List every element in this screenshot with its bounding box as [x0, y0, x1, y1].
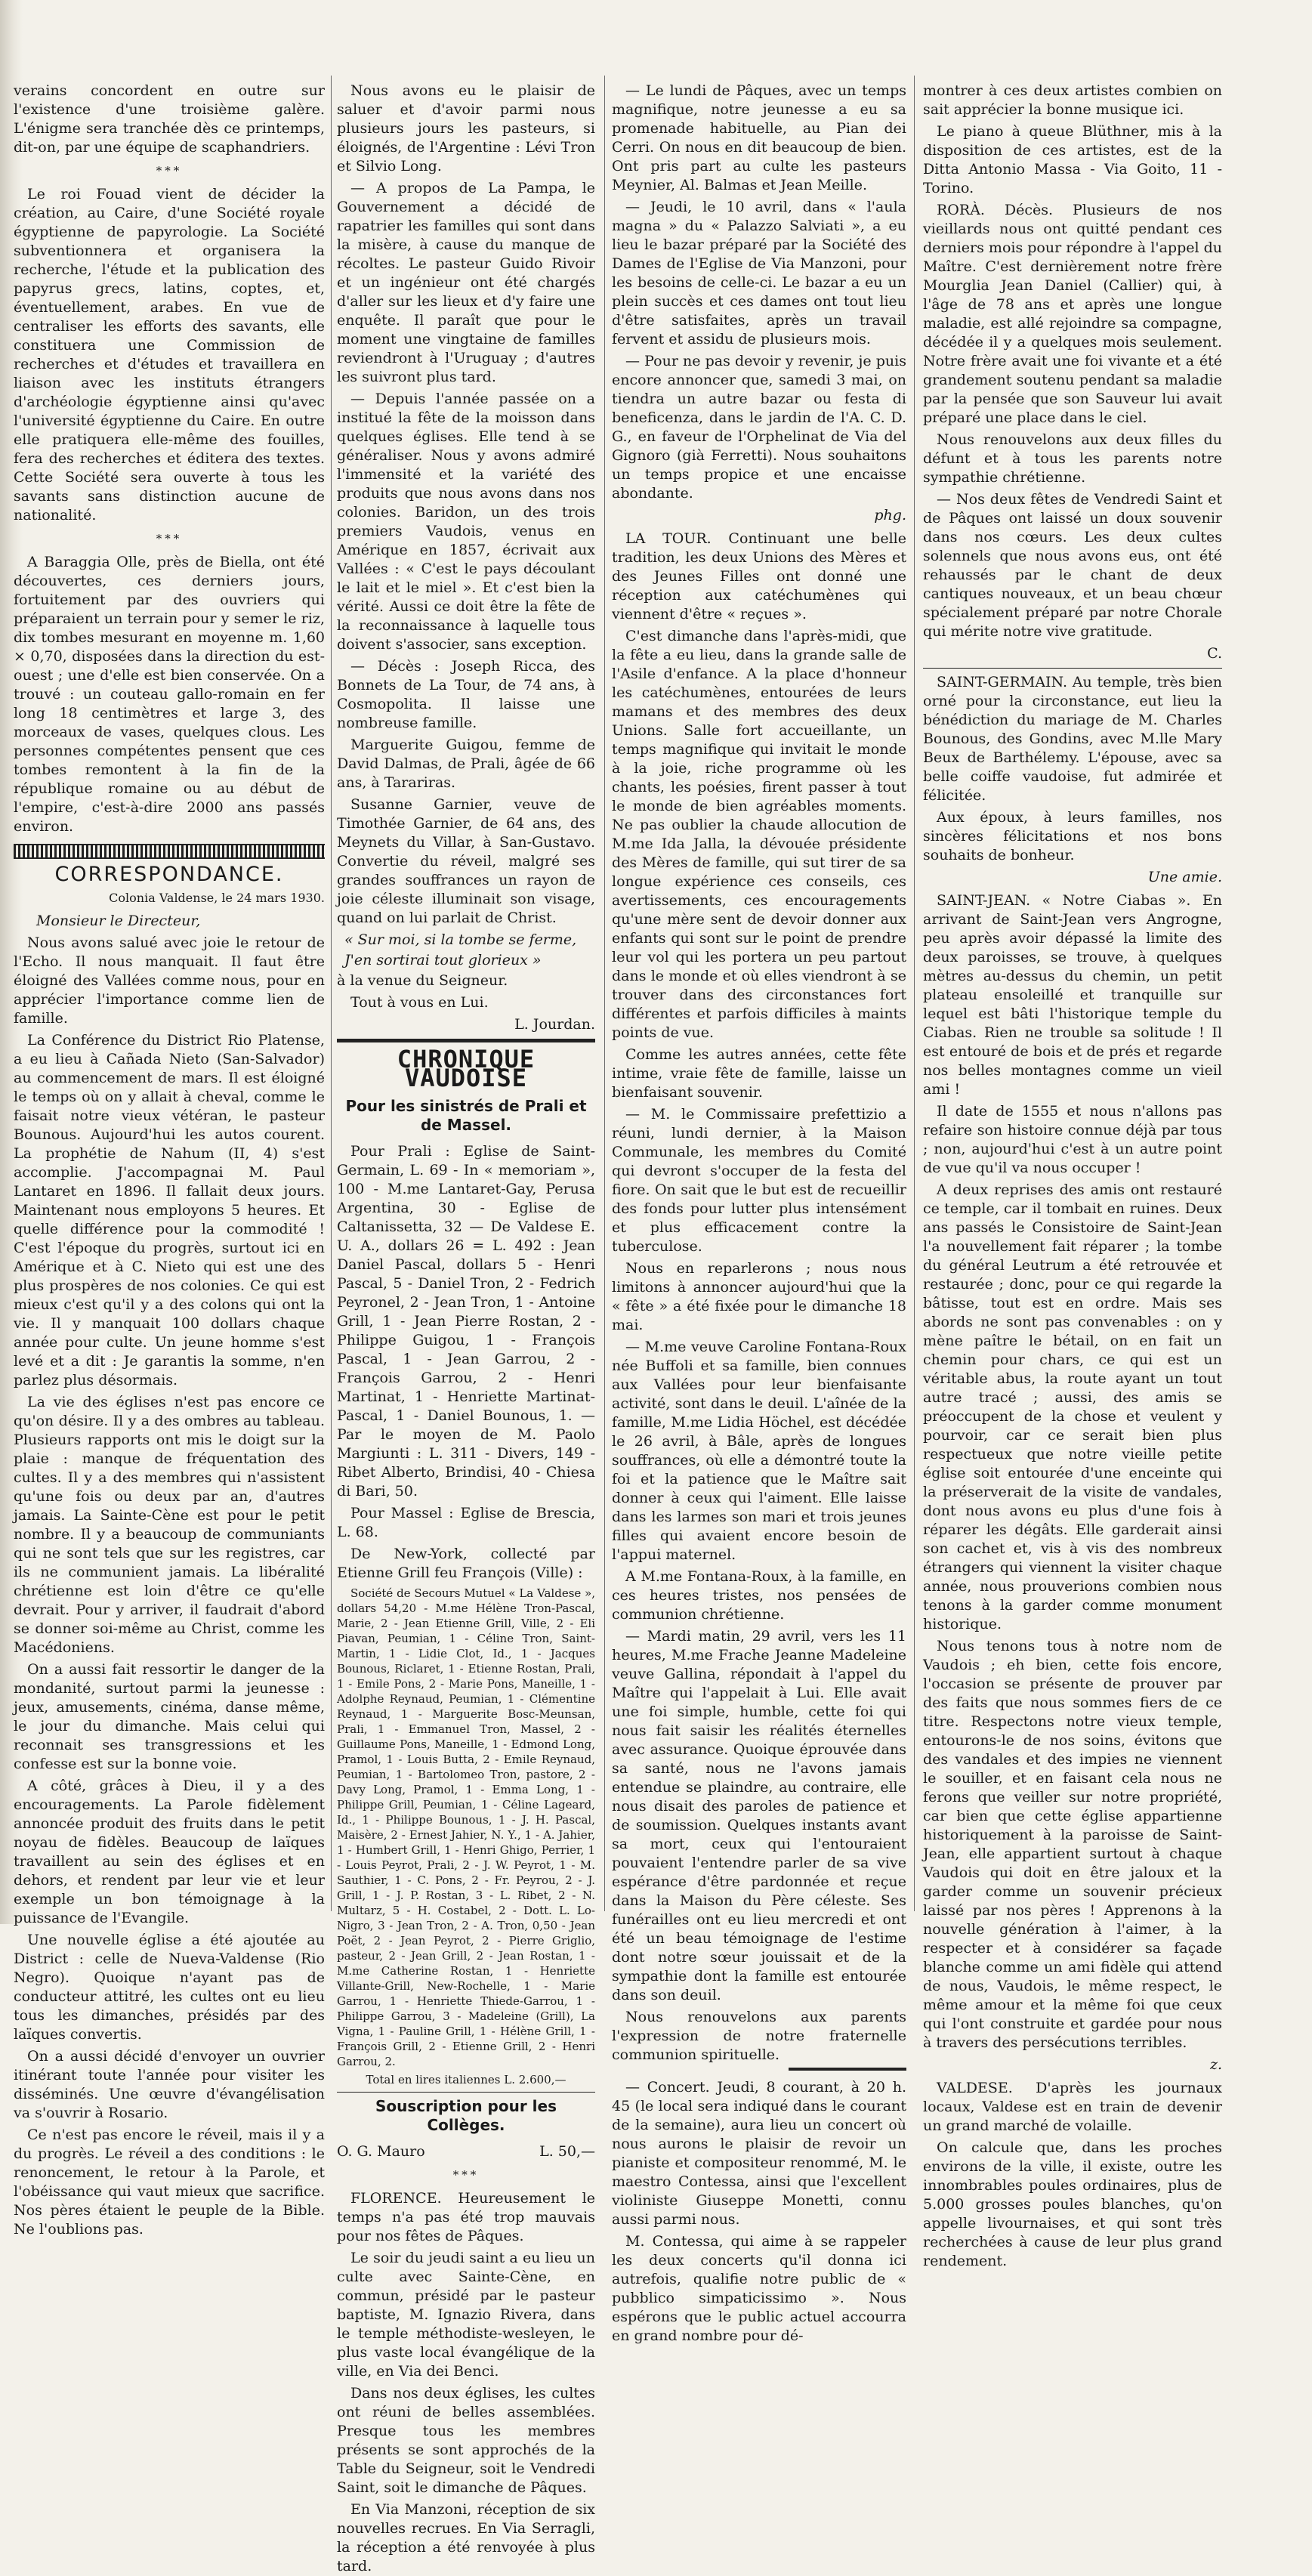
saint-jean-paragraph: SAINT-JEAN. « Notre Ciabas ». En arrivant de Saint-Jean vers Angrogne, peu après avoir dépassé la limite des deux paroisses, se trouve, à quelques mètres au-dessus du chemin, un petit plateau ensoleillé et tranquille sur lequel est bâti l'historique temple du Ciabas. Rien ne trouble sa solitude ! Il est entouré de bois et de prés et regarde nos belles montagnes comme un vieil ami !: [923, 892, 1222, 1098]
latour-paragraph: — Mardi matin, 29 avril, vers les 11 heures, M.me Frache Jeanne Madeleine veuve Gallina, répondait à l'appel du Maître qui l'appelait à Lui. Elle avait une foi simple, humble, cette foi qui nous fait saisir les réalités éternelles avec assurance. Quoique éprouvée dans sa santé, nous ne l'avons jamais entendue se plaindre, au contraire, elle nous disait des paroles de patience et de soumission. Quelques instants avant sa mort, ceux qui l'entouraient pouvaient l'entendre parler de sa vive espérance d'être pardonnée et reçue dans la Maison du Père céleste. Ses funérailles ont eu lieu mercredi et ont été un beau témoignage de l'estime dont notre sœur jouissait et de la sympathie dont la famille est entourée dans son deuil.: [612, 1628, 906, 2003]
separator-stars: ***: [452, 2168, 480, 2182]
massel-donations: Pour Massel : Eglise de Brescia, L. 68.: [337, 1505, 595, 1540]
correspondance-signature: L. Jourdan.: [514, 1016, 595, 1033]
saint-germain-paragraph: SAINT-GERMAIN. Au temple, très bien orné pour la circonstance, eut lieu la bénédiction du mariage de M. Charles Bounous, des Gondins, avec M.lle Mary Beux de Barthélemy. L'épouse, avec sa belle coiffe vaudoise, fut admirée et félicitée.: [923, 674, 1222, 804]
chronique-heading: CHRONIQUE VAUDOISE: [397, 1045, 536, 1092]
column-4: [923, 82, 1222, 2269]
decorative-border: [14, 844, 325, 859]
correspondance-paragraph: Ce n'est pas encore le réveil, mais il y a du progrès. Le réveil a des conditions : le renoncement, le retour à la Parole, et l'obéissance qui vaut mieux que sacrifice. Nos pères étaient le peuple de la Bible. Ne l'oublions pas.: [14, 2127, 325, 2238]
souscription-row: [337, 2142, 595, 2161]
donations-total: Total en lires italiennes L. 2.600,—: [366, 2073, 566, 2086]
latour-paragraph: A M.me Fontana-Roux, à la famille, en ces heures tristes, nos pensées de communion chrétienne.: [612, 1568, 906, 1623]
concert-paragraph: M. Contessa, qui aime à se rappeler les deux concerts qu'il donna ici autrefois, qualifie notre public de « pubblico simpaticissimo ». Nous espérons que le public actuel accourra en grand nombre pour dé-: [612, 2233, 906, 2344]
correspondance-paragraph: — Depuis l'année passée on a institué la fête de la moisson dans quelques églises. Elle tend à se généraliser. Nous y avons admiré l'immensité et la variété des produits que nous avons dans nos colonies. Baridon, un des trois premiers Vaudois, venus en Amérique en 1857, écrivait aux Vallées : « C'est le pays découlant le lait et le miel ». Et c'est bien la vérité. Aussi ce doit être la fête de la reconnaissance à laquelle tous doivent s'associer, sans exception.: [337, 391, 595, 653]
correspondance-salutation: Monsieur le Directeur,: [36, 913, 201, 929]
article-baraggia: A Baraggia Olle, près de Biella, ont été découvertes, ces derniers jours, fortuitement par des ouvriers qui préparaient un terrain pour y semer le riz, dix tombes mesurant en moyenne m. 1,60 × 0,70, disposées dans la direction du est-ouest ; une d'elle est bien conservée. On a trouvé : un couteau gallo-romain en fer long 18 centimètres et large 3, des morceaux de vases, quelques clous. Les personnes compétentes pensent que ces tombes remontent à la fin de la république romaine ou au début de l'empire, c'est-à-dire 2000 ans passés environ.: [14, 554, 325, 835]
latour-paragraph: — M. le Commissaire prefettizio a réuni, lundi dernier, à la Maison Communale, les membres du Comité qui devront s'occuper de la festa del fiore. On sait que le but est de recueillir des fonds pour lutter plus intensément et plus efficacement contre la tuberculose.: [612, 1106, 906, 1255]
column-1: [14, 82, 325, 2238]
section-rule: [789, 2068, 906, 2071]
deces-paragraph: — Décès : Joseph Ricca, des Bonnets de La Tour, de 74 ans, à Cosmopolita. Il laisse une nombreuse famille.: [337, 658, 595, 731]
column-rule: [914, 76, 915, 1911]
rora-paragraph: Nous renouvelons aux deux filles du défunt et à tous les parents notre sympathie chrétienne.: [923, 431, 1222, 486]
souscription-heading: Souscription pour les Collèges.: [375, 2097, 557, 2134]
latour-paragraph: Nous renouvelons aux parents l'expression de notre fraternelle communion spirituelle.: [612, 2009, 906, 2063]
deces-paragraph: Susanne Garnier, veuve de Timothée Garnier, de 64 ans, des Meynets du Villar, à San-Gustavo. Convertie du réveil, malgré ses grandes souffrances un rayon de joie céleste illuminait son visage, quand on lui parlait de Christ.: [337, 796, 595, 926]
sinistres-heading: Pour les sinistrés de Prali et de Massel.: [345, 1097, 587, 1134]
concert-paragraph: — Concert. Jeudi, 8 courant, à 20 h. 45 (le local sera indiqué dans le courant de la semaine), aura lieu un concert où nous aurons le plaisir de revoir un pianiste et compositeur renommé, M. le maestro Contessa, ainsi que l'excellent violiniste Giuseppe Monetti, connu aussi parmi nous.: [612, 2079, 906, 2228]
section-rule: [337, 1039, 595, 1042]
saint-germain-signature: Une amie.: [1147, 869, 1222, 885]
rora-signature: C.: [1207, 645, 1222, 662]
concert-paragraph: montrer à ces deux artistes combien on sait apprécier la bonne musique ici.: [923, 82, 1222, 118]
correspondance-closing: Tout à vous en Lui.: [350, 994, 489, 1011]
latour-paragraph: C'est dimanche dans l'après-midi, que la fête a eu lieu, dans la grande salle de l'Asile d'enfance. A la place d'honneur les catéchumènes, entourées de leurs mamans et des membres des deux Unions. Salle fort accueillante, un temps magnifique qui invitait le monde à la joie, riche programme où les chants, les poésies, firent passer à tout le monde de bien agréables moments. Ne pas oublier la chaude allocution de M.me Ida Jalla, la dévouée présidente des Mères de famille, qui sut tirer de sa longue expérience ces conseils, ces avertissements, ces encouragements qu'une mère sent de devoir donner aux enfants qui sont sur le point de prendre leur vol qui les portera un peu partout dans le monde et où elles viendront à se trouver dans des circonstances fort différentes et parfois difficiles à maints points de vue.: [612, 628, 906, 1041]
saint-jean-signature: z.: [1209, 2056, 1222, 2073]
column-3: [612, 82, 906, 2344]
florence-paragraph: Dans nos deux églises, les cultes ont réuni de belles assemblées. Presque tous les membres présents se sont approchés de la Table du Seigneur, soit le Vendredi Saint, soit le dimanche de Pâques.: [337, 2385, 595, 2496]
prali-donations: Pour Prali : Eglise de Saint-Germain, L. 69 - In « memoriam », 100 - M.me Lantaret-Gay, Perusa Argentina, 30 - Eglise de Caltanissetta, 32 — De Valdese E. U. A., dollars 26 = L. 492 : Jean Daniel Pascal, dollars 5 - Henri Pascal, 5 - Daniel Tron, 2 - Fedrich Peyronel, 2 - Jean Tron, 1 - Antoine Grill, 1 - Jean Pierre Rostan, 2 - Philippe Guigou, 1 - François Pascal, 1 - Jean Garrou, 2 - François Garrou, 2 - Henri Martinat, 1 - Henriette Martinat-Pascal, 1 - Daniel Bounous, 1. — Par le moyen de M. Paolo Margiunti : L. 311 - Divers, 149 - Ribet Alberto, Brindisi, 40 - Chiesa di Bari, 50.: [337, 1143, 595, 1500]
latour-paragraph: Nous en reparlerons ; nous nous limitons à annoncer aujourd'hui que la « fête » a été fixée pour le dimanche 18 mai.: [612, 1260, 906, 1333]
article-galere-end: verains concordent en outre sur l'existence d'une troisième galère. L'énigme sera tranchée dès ce printemps, dit-on, par une équipe de scaphandriers.: [14, 82, 325, 156]
separator-stars: ***: [156, 164, 183, 178]
latour-paragraph: — M.me veuve Caroline Fontana-Roux née Buffoli et sa famille, bien connues aux Vallées pour leur bienfaisante activité, sont dans le deuil. L'aînée de la famille, M.me Lidia Höchel, est décédée le 26 avril, à Bâle, après de longues souffrances, où elle a démontré toute la foi et la patience que le Maître sait donner à ceux qui l'aiment. Elle laisse dans les larmes son mari et trois jeunes filles qui avaient encore besoin de l'appui maternel.: [612, 1339, 906, 1563]
newyork-donations-list: Société de Secours Mutuel « La Valdese », dollars 54,20 - M.me Hélène Tron-Pascal, Marie, 2 - Jean Etienne Grill, Ville, 2 - Eli Piavan, Peumian, 1 - Céline Tron, Saint-Martin, 1 - Lidie Clot, Id., 1 - Jacques Bounous, Riclaret, 1 - Etienne Rostan, Prali, 1 - Emile Pons, 2 - Marie Pons, Maneille, 1 - Adolphe Reynaud, Peumian, 1 - Clémentine Reynaud, 1 - Marguerite Bosc-Meunsan, Prali, 1 - Emmanuel Tron, Massel, 2 - Guillaume Pons, Maneille, 1 - Edmond Long, Pramol, 1 - Louis Butta, 2 - Emile Reynaud, Peumian, 1 - Bartolomeo Tron, pastore, 2 - Davy Long, Pramol, 1 - Emma Long, 1 - Philippe Grill, Peumian, 1 - Céline Lageard, Id., 1 - Philippe Bounous, 1 - J. H. Pascal, Maisère, 2 - Ernest Jahier, N. Y., 1 - A. Jahier, 1 - Humbert Grill, 1 - Henri Ghigo, Perrier, 1 - Louis Peyrot, Prali, 2 - J. W. Peyrot, 1 - M. Sauthier, 1 - C. Pons, 2 - Fr. Peyrou, 2 - J. Grill, 1 - J. P. Rostan, 3 - L. Ribet, 2 - N. Multarz, 5 - H. Costabel, 2 - Dott. L. Lo-Nigro, 3 - Jean Tron, 2 - A. Tron, 0,50 - Jean Poët, 2 - Jean Peyrot, 2 - Pierre Griglio, pasteur, 2 - Jean Grill, 2 - Jean Rostan, 1 - M.me Catherine Rostan, 1 - Henriette Villante-Grill, New-Rochelle, 1 - Marie Garrou, 1 - Henriette Thiede-Garrou, 1 - Philippe Garrou, 3 - Madeleine (Grill), La Vigna, 1 - Pauline Grill, 1 - Hélène Grill, 1 - François Grill, 2 - Etienne Grill, 2 - Henri Garrou, 2.: [337, 1586, 595, 2068]
florence-paragraph: En Via Manzoni, réception de six nouvelles recrues. En Via Serragli, la réception a été renvoyée à plus tard.: [337, 2501, 595, 2574]
column-rule: [331, 76, 332, 1911]
saint-jean-paragraph: Il date de 1555 et nous n'allons pas refaire son histoire connue déjà par tous ; non, aujourd'hui c'est à un autre point de vue qu'il va nous occuper !: [923, 1103, 1222, 1176]
saint-germain-paragraph: Aux époux, à leurs familles, nos sincères félicitations et nos bons souhaits de bonheur.: [923, 809, 1222, 863]
florence-paragraph: — Jeudi, le 10 avril, dans « l'aula magna » du « Palazzo Salviati », a eu lieu le bazar préparé par la Société des Dames de l'Eglise de Via Manzoni, pour les besoins de celle-ci. Le bazar a eu un plein succès et ces dames ont tout lieu d'être satisfaites, après un travail fervent et assidu de plusieurs mois.: [612, 199, 906, 347]
saint-jean-paragraph: Nous tenons tous à notre nom de Vaudois ; eh bien, cette fois encore, l'occasion se présente de prouver par des faits que nous sommes fiers de ce titre. Respectons notre vieux temple, entourons-le de nos soins, évitons que des vandales et des impies ne viennent le souiller, et en faisant cela nous ne ferons que veiller sur notre propriété, car bien que cette église appartienne historiquement à la paroisse de Saint-Jean, elle appartient surtout à chaque Vaudois qui doit en être jaloux et la garder comme un souvenir précieux laissé par nos pères ! Apprenons à la nouvelle génération à l'aimer, à la respecter et à considérer sa façade blanche comme un ami fidèle qui attend de nous, Vaudois, le même respect, le même amour et la même foi que ceux qui l'ont construite et gardée pour nous à travers des persécutions terribles.: [923, 1638, 1222, 2051]
column-2: [337, 82, 595, 2574]
souscription-name: O. G. Mauro: [337, 2143, 425, 2160]
correspondance-dateline: Colonia Valdense, le 24 mars 1930.: [109, 891, 325, 905]
valdese-paragraph: VALDESE. D'après les journaux locaux, Valdese est en train de devenir un grand marché de volaille.: [923, 2080, 1222, 2134]
poem-line: J'en sortirai tout glorieux »: [344, 952, 542, 968]
section-rule: [923, 668, 1222, 669]
rora-paragraph: RORÀ. Décès. Plusieurs de nos vieillards nous ont quitté pendant ces derniers mois pour répondre à l'appel du Maître. C'est dernièrement notre frère Mourglia Jean Daniel (Callier) qui, à l'âge de 78 ans et après une longue maladie, est allé rejoindre sa compagne, décédée il y a quelques mois seulement. Notre frère avait une foi vivante et a été grandement soutenu pendant sa maladie par la pensée que son Sauveur lui avait préparé une place dans le ciel.: [923, 202, 1222, 426]
latour-paragraph: LA TOUR. Continuant une belle tradition, les deux Unions des Mères et des Jeunes Filles ont donné une réception aux catéchumènes qui viennent d'être « reçues ».: [612, 530, 906, 622]
correspondance-paragraph: Nous avons eu le plaisir de saluer et d'avoir parmi nous plusieurs jours les pasteurs, si éloignés, de l'Argentine : Lévi Tron et Silvio Long.: [337, 82, 595, 175]
correspondance-paragraph: On a aussi décidé d'envoyer un ouvrier itinérant toute l'année pour visiter les disséminés. Une œuvre d'évangélisation va s'ouvrir à Rosario.: [14, 2048, 325, 2121]
article-papyrologie: Le roi Fouad vient de décider la création, au Caire, d'une Société royale égyptienne de papyrologie. La Société subventionnera et organisera la recherche, l'étude et la publication des papyrus grecs, latins, coptes, et, éventuellement, arabes. En vue de centraliser les efforts des savants, elle constituera une Commission de recherches et d'études et travaillera en liaison avec les instituts étrangers d'archéologie égyptienne ainsi qu'avec l'université égyptienne du Caire. En outre elle pratiquera elle-même des fouilles, fera des recherches et éditera des textes. Cette Société sera ouverte à tous les savants sans distinction aucune de nationalité.: [14, 186, 325, 524]
valdese-paragraph: On calcule que, dans les proches environs de la ville, il existe, outre les innombrables poules ordinaires, plus de 5.000 grosses poules blanches, qu'on appelle livournaises, et qui sont très recherchées à cause de leur plus grand rendement.: [923, 2139, 1222, 2269]
correspondance-paragraph: à la venue du Seigneur.: [337, 972, 508, 989]
poem-line: « Sur moi, si la tombe se ferme,: [344, 931, 577, 948]
newyork-donations-intro: De New-York, collecté par Etienne Grill feu François (Ville) :: [337, 1546, 595, 1581]
florence-signature: phg.: [874, 507, 906, 524]
column-rule: [604, 76, 605, 1911]
souscription-amount: L. 50,—: [539, 2143, 595, 2160]
correspondance-paragraph: — A propos de La Pampa, le Gouvernement a décidé de rapatrier les familles qui sont dans la misère, à cause du manque de récoltes. Le pasteur Guido Rivoir et un ingénieur ont été chargés d'aller sur les lieux et d'y faire une enquête. Il paraît que pour le moment une vingtaine de familles reviendront à l'Uruguay ; d'autres les suivront plus tard.: [337, 180, 595, 385]
saint-jean-paragraph: A deux reprises des amis ont restauré ce temple, car il tombait en ruines. Deux ans passés le Consistoire de Saint-Jean l'a nouvellement fait réparer ; la tombe du général Leutrum a été retrouvée et restaurée ; donc, pour ce qui regarde la bâtisse, tout est en ordre. Mais ses abords ne sont pas convenables : on y mène paître le bétail, on en fait un chemin pour chars, ce qui est un véritable abus, la route ayant un tout autre tracé ; aussi, des amis se préoccupent de la chose et veulent y pourvoir, car ce serait bien plus respectueux que notre vieille petite église soit entourée d'une enceinte qui la préserverait de la visite de vandales, dont nous avons eu plus d'une fois à réparer les dégâts. Elle garderait ainsi son cachet et, vis à vis des nombreux étrangers qui viennent la visiter chaque année, nous prouverions combien nous tenons à la garder comme monument historique.: [923, 1181, 1222, 1632]
florence-paragraph: FLORENCE. Heureusement le temps n'a pas été trop mauvais pour nos fêtes de Pâques.: [337, 2190, 595, 2244]
latour-paragraph: Comme les autres années, cette fête intime, vraie fête de famille, laisse un bienfaisant souvenir.: [612, 1046, 906, 1101]
deces-paragraph: Marguerite Guigou, femme de David Dalmas, de Prali, âgée de 66 ans, à Tarariras.: [337, 737, 595, 791]
correspondance-paragraph: Une nouvelle église a été ajoutée au District : celle de Nueva-Valdense (Rio Negro). Quoique n'ayant pas de conducteur attitré, les cultes ont eu lieu tous les dimanches, présidés par des laïques convertis.: [14, 1932, 325, 2043]
correspondance-paragraph: A côté, grâces à Dieu, il y a des encouragements. La Parole fidèlement annoncée produit des fruits dans le petit noyau de fidèles. Beaucoup de laïques travaillent au sein des églises et en dehors, et rendent par leur vie et leur exemple un bon témoignage à la puissance de l'Evangile.: [14, 1778, 325, 1926]
section-rule: [337, 2092, 595, 2093]
concert-paragraph: Le piano à queue Blüthner, mis à la disposition de ces artistes, est de la Ditta Antonio Massa - Via Goito, 11 - Torino.: [923, 123, 1222, 196]
florence-paragraph: Le soir du jeudi saint a eu lieu un culte avec Sainte-Cène, en commun, présidé par le pasteur baptiste, M. Ignazio Rivera, dans le temple méthodiste-wesleyen, le plus vaste local évangélique de la ville, en Via dei Benci.: [337, 2250, 595, 2380]
correspondance-heading: CORRESPONDANCE.: [54, 863, 284, 886]
correspondance-paragraph: On a aussi fait ressortir le danger de la mondanité, surtout parmi la jeunesse : jeux, amusements, cinéma, danse même, le jour du dimanche. Mais celui qui reconnait ses transgressions et les confesse est sur la bonne voie.: [14, 1661, 325, 1772]
correspondance-paragraph: La vie des églises n'est pas encore ce qu'on désire. Il y a des ombres au tableau. Plusieurs rapports ont mis le doigt sur la plaie : manque de fréquentation des cultes. Il y a des membres qui n'assistent qu'une fois ou deux par an, d'autres jamais. La Sainte-Cène est pour le petit nombre. Il y a beaucoup de communiants qui ne sont tels que sur les registres, car ils ne communient jamais. La libéralité chrétienne est loin d'être ce qu'elle devrait. Pour y arriver, il faudrait d'abord se donner soi-même au Christ, comme les Macédoniens.: [14, 1394, 325, 1656]
correspondance-paragraph: Nous avons salué avec joie le retour de l'Echo. Il nous manquait. Il faut être éloigné des Vallées comme nous, pour en apprécier l'importance comme lien de famille.: [14, 934, 325, 1027]
florence-paragraph: — Pour ne pas devoir y revenir, je puis encore annoncer que, samedi 3 mai, on tiendra un autre bazar ou festa di beneficenza, dans le jardin de l'A. C. D. G., en faveur de l'Orphelinat de Via del Gignoro (già Ferretti). Nous souhaitons un temps propice et une encaisse abondante.: [612, 353, 906, 502]
correspondance-paragraph: La Conférence du District Rio Platense, a eu lieu à Cañada Nieto (San-Salvador) au commencement de mars. Il est éloigné le temps où on y allait à cheval, comme le faisait notre vieux vétéran, le pasteur Bounous. Aujourd'hui les autos courent. La prophétie de Nahum (II, 4) s'est accomplie. J'accompagnai M. Paul Lantaret en 1896. Il fallait deux jours. Maintenant nous employons 5 heures. Et quelle différence pour la commodité ! C'est l'époque du progrès, surtout ici en Amérique et à C. Nieto qui est une des plus prospères de nos colonies. Ce qui est mieux c'est qu'il y a des colons qui ont la vie. Il y manquait 100 dollars chaque année pour culte. Un jeune homme s'est levé et a dit : Je garantis la somme, n'en parlez plus désormais.: [14, 1032, 325, 1388]
florence-paragraph: — Le lundi de Pâques, avec un temps magnifique, notre jeunesse a eu sa promenade habituelle, au Pian dei Cerri. On nous en dit beaucoup de bien. Ont pris part au culte les pasteurs Meynier, Al. Balmas et Jean Meille.: [612, 82, 906, 193]
rora-paragraph: — Nos deux fêtes de Vendredi Saint et de Pâques ont laissé un doux souvenir dans nos cœurs. Les deux cultes solennels que nous avons eus, ont été rehaussés par le chant de deux cantiques nouveaux, et un beau chœur spécialement préparé par notre Chorale qui mérite notre vive gratitude.: [923, 491, 1222, 640]
separator-stars: ***: [156, 532, 183, 545]
